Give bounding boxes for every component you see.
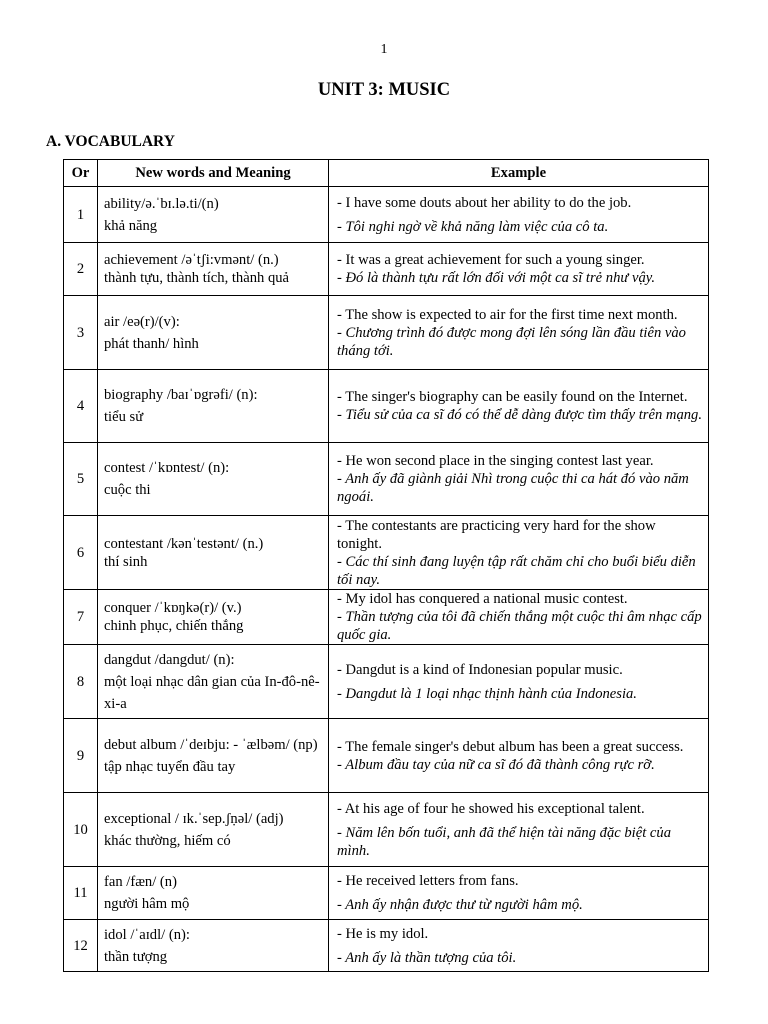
header-word: New words and Meaning <box>98 160 329 187</box>
word-meaning: cuộc thi <box>104 482 151 498</box>
word-meaning: phát thanh/ hình <box>104 335 199 352</box>
word-meaning: tập nhạc tuyển đầu tay <box>104 758 236 775</box>
example-cell <box>329 443 709 516</box>
word-term: debut album /ˈdeɪbju: - ˈælbəm/ (np) <box>104 736 318 753</box>
example-cell <box>329 645 709 719</box>
word-cell <box>98 920 329 972</box>
example-vi: - Album đầu tay của nữ ca sĩ đó đã thành công rực rỡ. <box>337 756 655 773</box>
vocabulary-table <box>63 159 709 972</box>
word-meaning: thành tựu, thành tích, thành quả <box>104 270 290 286</box>
example-vi: - Thần tượng của tôi đã chiến thắng một cuộc thi âm nhạc cấp quốc gia. <box>337 609 702 643</box>
example-cell <box>329 516 709 590</box>
word-cell <box>98 187 329 243</box>
example-en: - The singer's biography can be easily found on the Internet. <box>337 389 688 405</box>
table-row <box>64 920 709 972</box>
section-heading: A. VOCABULARY <box>46 133 175 150</box>
table-row <box>64 243 709 296</box>
table-row <box>64 793 709 867</box>
example-en: - He won second place in the singing contest last year. <box>337 453 654 469</box>
word-meaning: khả năng <box>104 217 158 234</box>
example-vi: - Các thí sinh đang luyện tập rất chăm chỉ cho buổi biểu diễn tối nay. <box>337 553 696 588</box>
example-cell <box>329 793 709 867</box>
header-order: Or <box>64 160 98 187</box>
table-row <box>64 443 709 516</box>
row-number: 3 <box>64 296 98 370</box>
table-row <box>64 516 709 590</box>
example-en: - The show is expected to air for the first time next month. <box>337 306 678 323</box>
word-meaning: thần tượng <box>104 948 168 965</box>
example-cell <box>329 296 709 370</box>
row-number: 9 <box>64 719 98 793</box>
word-cell <box>98 443 329 516</box>
word-cell <box>98 867 329 920</box>
word-term: biography /baɪˈɒgrəfi/ (n): <box>104 387 258 403</box>
row-number: 6 <box>64 516 98 590</box>
row-number: 5 <box>64 443 98 516</box>
header-example: Example <box>329 160 709 187</box>
example-vi: - Đó là thành tựu rất lớn đối với một ca sĩ trẻ như vậy. <box>337 270 656 286</box>
table-row <box>64 296 709 370</box>
word-cell <box>98 516 329 590</box>
row-number: 8 <box>64 645 98 719</box>
example-en: - He received letters from fans. <box>337 873 519 889</box>
row-number: 7 <box>64 590 98 645</box>
table-row <box>64 590 709 645</box>
table-row <box>64 187 709 243</box>
word-term: idol /ˈaɪdl/ (n): <box>104 926 190 943</box>
word-cell <box>98 370 329 443</box>
example-vi: - Anh ấy là thần tượng của tôi. <box>337 949 517 966</box>
table-row <box>64 645 709 719</box>
word-meaning: khác thường, hiếm có <box>104 832 231 849</box>
example-cell <box>329 590 709 645</box>
example-cell <box>329 867 709 920</box>
example-vi: - Năm lên bốn tuổi, anh đã thể hiện tài năng đặc biệt của mình. <box>337 824 671 859</box>
table-row <box>64 867 709 920</box>
word-term: achievement /əˈtʃi:vmənt/ (n.) <box>104 252 279 268</box>
word-cell <box>98 296 329 370</box>
example-en: - He is my idol. <box>337 925 429 942</box>
word-term: contestant /kənˈtestənt/ (n.) <box>104 535 264 552</box>
example-en: - My idol has conquered a national music contest. <box>337 591 628 607</box>
table-header-row <box>64 160 709 187</box>
word-term: dangdut /dangdut/ (n): <box>104 651 235 668</box>
example-vi: - Chương trình đó được mong đợi lên sóng lần đầu tiên vào tháng tới. <box>337 324 686 359</box>
row-number: 4 <box>64 370 98 443</box>
row-number: 11 <box>64 867 98 920</box>
example-en: - Dangdut is a kind of Indonesian popular music. <box>337 661 623 678</box>
example-en: - The female singer's debut album has been a great success. <box>337 738 684 755</box>
word-term: conquer /ˈkɒŋkə(r)/ (v.) <box>104 600 242 616</box>
example-en: - The contestants are practicing very hard for the show tonight. <box>337 517 656 552</box>
word-term: fan /fæn/ (n) <box>104 874 177 890</box>
example-en: - It was a great achievement for such a young singer. <box>337 252 645 268</box>
word-term: exceptional / ɪk.ˈsep.ʃṇəl/ (adj) <box>104 810 284 827</box>
example-cell <box>329 719 709 793</box>
word-term: contest /ˈkɒntest/ (n): <box>104 460 230 476</box>
word-term: ability/ə.ˈbɪ.lə.ti/(n) <box>104 195 219 212</box>
row-number: 12 <box>64 920 98 972</box>
example-cell <box>329 243 709 296</box>
example-vi: - Anh ấy đã giành giải Nhì trong cuộc thi ca hát đó vào năm ngoái. <box>337 471 689 505</box>
row-number: 1 <box>64 187 98 243</box>
table-row <box>64 719 709 793</box>
example-vi: - Dangdut là 1 loại nhạc thịnh hành của Indonesia. <box>337 685 637 702</box>
example-en: - I have some douts about her ability to do the job. <box>337 194 632 211</box>
word-meaning: một loại nhạc dân gian của In-đô-nê-xi-a <box>104 673 320 712</box>
example-vi: - Tiểu sử của ca sĩ đó có thể dễ dàng được tìm thấy trên mạng. <box>337 407 702 423</box>
word-cell <box>98 645 329 719</box>
table-row <box>64 370 709 443</box>
example-vi: - Anh ấy nhận được thư từ người hâm mộ. <box>337 897 583 913</box>
word-meaning: thí sinh <box>104 553 148 570</box>
page-title: UNIT 3: MUSIC <box>317 80 451 100</box>
word-meaning: tiểu sử <box>104 409 144 425</box>
row-number: 2 <box>64 243 98 296</box>
example-cell <box>329 187 709 243</box>
example-en: - At his age of four he showed his exceptional talent. <box>337 800 645 817</box>
row-number: 10 <box>64 793 98 867</box>
word-cell <box>98 719 329 793</box>
example-cell <box>329 370 709 443</box>
word-meaning: chinh phục, chiến thắng <box>104 618 244 634</box>
word-cell <box>98 793 329 867</box>
word-term: air /eə(r)/(v): <box>104 313 180 330</box>
word-meaning: người hâm mộ <box>104 896 190 912</box>
page-number: 1 <box>380 42 388 57</box>
word-cell <box>98 243 329 296</box>
word-cell <box>98 590 329 645</box>
example-vi: - Tôi nghi ngờ về khả năng làm việc của cô ta. <box>337 218 609 235</box>
example-cell <box>329 920 709 972</box>
